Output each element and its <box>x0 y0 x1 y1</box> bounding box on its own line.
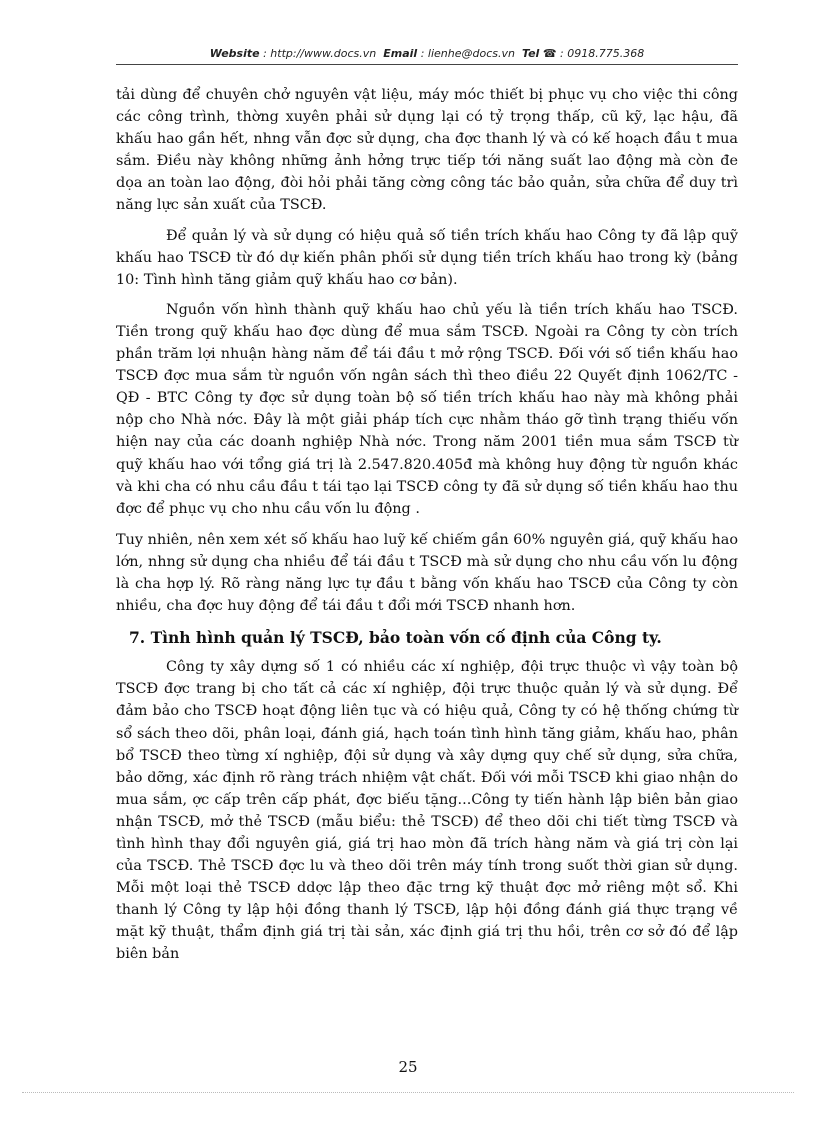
header-divider <box>116 64 738 65</box>
tel-label: Tel <box>521 47 540 60</box>
footer-divider <box>22 1092 794 1093</box>
website-label: Website <box>209 47 260 60</box>
email-value: : lienhe@docs.vn <box>420 47 515 60</box>
paragraph-5: Công ty xây dựng số 1 có nhiều các xí nghiệp, đội trực thuộc vì vậy toàn bộ TSCĐ đợc trang bị cho tất cả các xí nghiệp, đội trực thuộc quản lý và sử dụng. Để đảm bảo cho TSCĐ hoạt động liên tục và có hiệu quả, Công ty có hệ thống chứng từ sổ sách theo dõi, phân loại, đánh giá, hạch toán tình hình tăng giảm, khấu hao, phân bổ TSCĐ theo từng xí nghiệp, đội sử dụng và xây dựng quy chế sử dụng, sửa chữa, bảo dỡng, xác định rõ ràng trách nhiệm vật chất. Đối với mỗi TSCĐ khi giao nhận do mua sắm, ợc cấp trên cấp phát, đợc biếu tặng...Công ty tiến hành lập biên bản giao nhận TSCĐ, mở thẻ TSCĐ (mẫu biểu: thẻ TSCĐ) để theo dõi chi tiết từng TSCĐ và tình hình thay đổi nguyên giá, giá trị hao mòn đã trích hàng năm và giá trị còn lại của TSCĐ. Thẻ TSCĐ đợc lu và theo dõi trên máy tính trong suốt thời gian sử dụng. Mỗi một loại thẻ TSCĐ ddợc lập theo đặc trng kỹ thuật đợc mở riêng một sổ. Khi thanh lý Công ty lập hội đồng thanh lý TSCĐ, lập hội đồng đánh giá thực trạng về mặt kỹ thuật, thẩm định giá trị tài sản, xác định giá trị thu hồi, trên cơ sở đó để lập biên bản <box>116 659 738 963</box>
phone-icon: ☎ <box>542 47 557 60</box>
paragraph-2: Để quản lý và sử dụng có hiệu quả số tiền trích khấu hao Công ty đã lập quỹ khấu hao TSCĐ từ đó dự kiến phân phối sử dụng tiền trích khấu hao trong kỳ (bảng 10: Tình hình tăng giảm quỹ khấu hao cơ bản). <box>116 227 738 288</box>
email-label: Email <box>383 47 418 60</box>
tel-value: : 0918.775.368 <box>560 47 645 60</box>
page-number: 25 <box>398 1058 418 1076</box>
paragraph-3: Nguồn vốn hình thành quỹ khấu hao chủ yếu là tiền trích khấu hao TSCĐ. Tiền trong quỹ khấu hao đợc dùng để mua sắm TSCĐ. Ngoài ra Công ty còn trích phần trăm lợi nhuận hàng năm để tái đầu t mở rộng TSCĐ. Đối với số tiền khấu hao TSCĐ đợc mua sắm từ nguồn vốn ngân sách thì theo điều 22 Quyết định 1062/TC - QĐ - BTC Công ty đợc sử dụng toàn bộ số tiền trích khấu hao này mà không phải nộp cho Nhà nớc. Đây là một giải pháp tích cực nhằm tháo gỡ tình trạng thiếu vốn hiện nay của các doanh nghiệp Nhà nớc. Trong năm 2001 tiền mua sắm TSCĐ từ quỹ khấu hao với tổng giá trị là 2.547.820.405đ mà không huy động từ nguồn khác và khi cha có nhu cầu đầu t tái tạo lại TSCĐ công ty đã sử dụng số tiền khấu hao thu đợc để phục vụ cho nhu cầu vốn lu động . <box>116 301 738 517</box>
website-value: : http://www.docs.vn <box>263 47 377 60</box>
paragraph-1: tải dùng để chuyên chở nguyên vật liệu, máy móc thiết bị phục vụ cho việc thi công các công trình, thờng xuyên phải sử dụng lại có tỷ trọng thấp, cũ kỹ, lạc hậu, đã khấu hao gần hết, nhng vẫn đợc sử dụng, cha đợc thanh lý và có kế hoạch đầu t mua sắm. Điều này không những ảnh hởng trực tiếp tới năng suất lao động mà còn đe dọa an toàn lao động, đòi hỏi phải tăng cờng công tác bảo quản, sửa chữa để duy trì năng lực sản xuất của TSCĐ. <box>116 87 738 214</box>
page-header <box>116 47 738 60</box>
section-heading: 7. Tình hình quản lý TSCĐ, bảo toàn vốn cố định của Công ty. <box>129 628 662 648</box>
page-content <box>116 84 738 966</box>
paragraph-4: Tuy nhiên, nên xem xét số khấu hao luỹ kế chiếm gần 60% nguyên giá, quỹ khấu hao lớn, nhng sử dụng cha nhiều để tái đầu t TSCĐ mà sử dụng cho nhu cầu vốn lu động là cha hợp lý. Rõ ràng năng lực tự đầu t bằng vốn khấu hao TSCĐ của Công ty còn nhiều, cha đợc huy động để tái đầu t đổi mới TSCĐ nhanh hơn. <box>116 531 738 615</box>
